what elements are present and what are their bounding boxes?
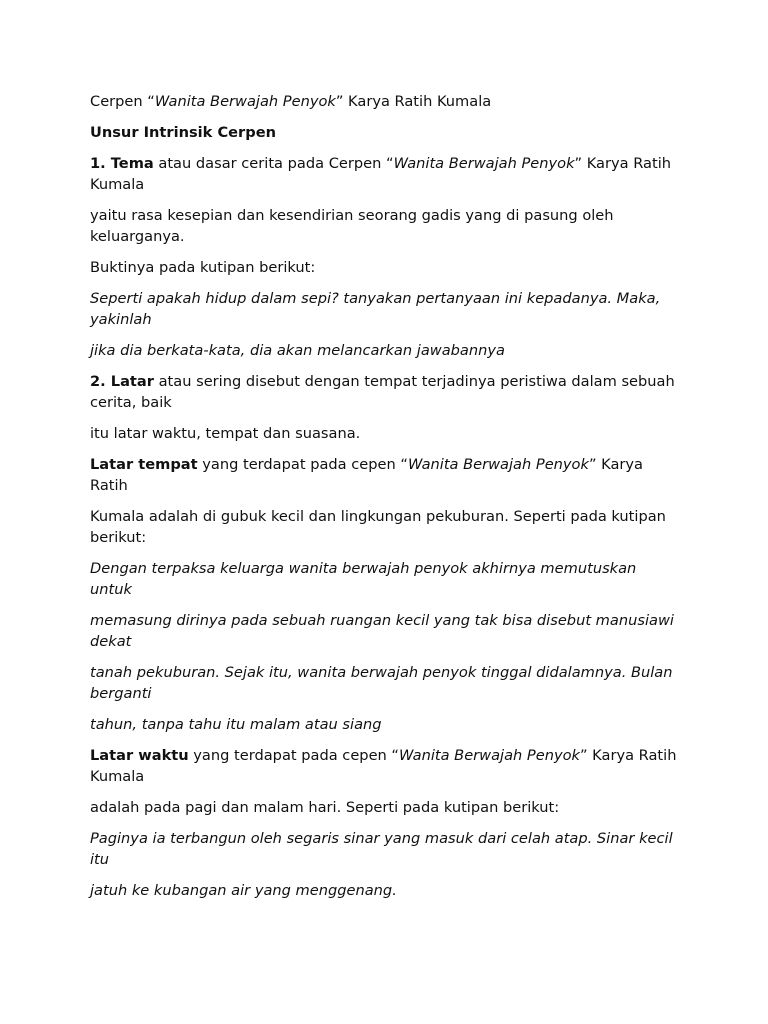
tema-text-before: atau dasar cerita pada Cerpen “: [153, 155, 394, 172]
tema-quote-line: Seperti apakah hidup dalam sepi? tanyakan pertanyaan ini kepadanya. Maka, yakinlah: [90, 290, 661, 328]
title-prefix: Cerpen “: [90, 93, 155, 110]
latar-waktu-label: Latar waktu: [90, 747, 189, 764]
latar-continuation: itu latar waktu, tempat dan suasana.: [90, 425, 361, 442]
latar-waktu-story-title: Wanita Berwajah Penyok: [399, 747, 580, 764]
tema-continuation: yaitu rasa kesepian dan kesendirian seorang gadis yang di pasung oleh keluarganya.: [90, 207, 614, 245]
document-title: [90, 91, 680, 112]
latar-waktu-text-before: yang terdapat pada cepen “: [188, 747, 399, 764]
latar-text: atau sering disebut dengan tempat terjadinya peristiwa dalam sebuah cerita, baik: [90, 373, 675, 411]
latar-waktu-paragraph: [90, 745, 680, 787]
latar-waktu-continuation: adalah pada pagi dan malam hari. Seperti pada kutipan berikut:: [90, 799, 560, 816]
tema-paragraph: [90, 153, 680, 195]
latar-tempat-quote-line: tahun, tanpa tahu itu malam atau siang: [90, 716, 382, 733]
latar-tempat-text-after: ” Karya Ratih: [90, 456, 643, 494]
latar-tempat-label: Latar tempat: [90, 456, 198, 473]
latar-tempat-story-title: Wanita Berwajah Penyok: [407, 456, 589, 473]
tema-evidence-intro: Buktinya pada kutipan berikut:: [90, 259, 316, 276]
latar-waktu-text-after: ” Karya Ratih Kumala: [90, 747, 677, 785]
latar-label: 2. Latar: [90, 373, 154, 390]
section-heading: Unsur Intrinsik Cerpen: [90, 124, 276, 141]
tema-label: 1. Tema: [90, 155, 154, 172]
title-suffix: ” Karya Ratih Kumala: [335, 93, 492, 110]
story-title: Wanita Berwajah Penyok: [154, 93, 336, 110]
latar-tempat-paragraph: [90, 454, 680, 496]
latar-tempat-quote-line: memasung dirinya pada sebuah ruangan kecil yang tak bisa disebut manusiawi dekat: [90, 612, 674, 650]
latar-tempat-quote-line: tanah pekuburan. Sejak itu, wanita berwajah penyok tinggal didalamnya. Bulan berganti: [90, 664, 673, 702]
tema-story-title: Wanita Berwajah Penyok: [393, 155, 575, 172]
latar-tempat-continuation: Kumala adalah di gubuk kecil dan lingkungan pekuburan. Seperti pada kutipan berikut:: [90, 508, 666, 546]
latar-waktu-quote-line: Paginya ia terbangun oleh segaris sinar yang masuk dari celah atap. Sinar kecil itu: [90, 830, 673, 868]
latar-tempat-quote-line: Dengan terpaksa keluarga wanita berwajah penyok akhirnya memutuskan untuk: [90, 560, 637, 598]
latar-tempat-text-before: yang terdapat pada cepen “: [197, 456, 408, 473]
tema-quote-line: jika dia berkata-kata, dia akan melancarkan jawabannya: [90, 342, 505, 359]
document-page: [90, 91, 680, 911]
latar-paragraph: [90, 371, 680, 413]
latar-waktu-quote-line: jatuh ke kubangan air yang menggenang.: [90, 882, 397, 899]
tema-text-after: ” Karya Ratih Kumala: [90, 155, 672, 193]
